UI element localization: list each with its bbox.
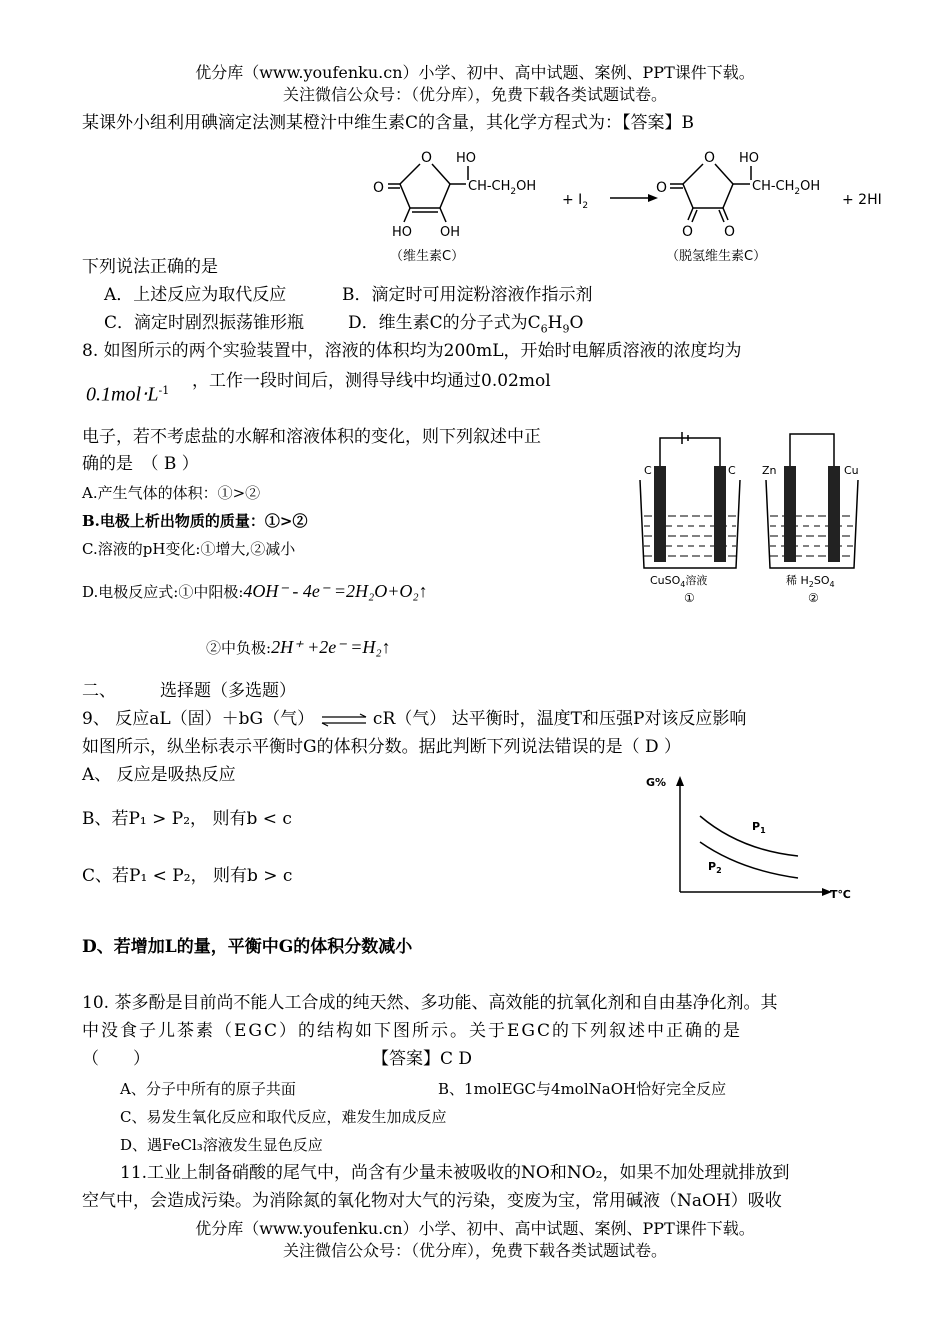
curve-p1-label: P: [752, 820, 761, 833]
q7-option-d-h: H: [547, 313, 563, 333]
q7-option-b: B．滴定时可用淀粉溶液作指示剂: [342, 285, 593, 305]
q7-option-d-prefix: D．维生素C的分子式为C: [348, 313, 541, 333]
vitamin-c-reaction-diagram: [370, 140, 900, 270]
q10-stem-line-2: 中没食子儿茶素（EGC）的结构如下图所示。关于EGC的下列叙述中正确的是: [82, 1021, 742, 1041]
right-solution-lines: [770, 516, 854, 556]
dvc-top-ho: HO: [739, 151, 760, 166]
q8-option-d-eq: 4OH⁻ - 4e⁻ =2H₂O+O₂↑: [243, 581, 428, 601]
left-solution-sub: 4: [680, 580, 686, 589]
electrolysis-apparatus-figure: [630, 420, 870, 612]
right-solution-sub1: 2: [808, 580, 814, 589]
vc-ring-o: O: [421, 150, 433, 166]
left-solution-word: 溶液: [685, 574, 708, 587]
left-electrode-1-label: C: [644, 464, 652, 477]
right-electrode-1-label: Zn: [762, 464, 777, 477]
q8-conc-sup: -1: [158, 384, 170, 397]
vc-side-chain-sub: 2: [510, 187, 517, 197]
curve-p1: [700, 816, 798, 856]
curve-p2-sub: 2: [716, 866, 722, 875]
q8-option-b: B.电极上析出物质的质量：①>②: [82, 512, 308, 530]
left-apparatus-label: ①: [684, 591, 695, 605]
graph-y-label: G%: [646, 776, 667, 789]
left-electrode-2-label: C: [728, 464, 736, 477]
dehydro-vitamin-c-caption: （脱氢维生素C）: [666, 249, 767, 264]
q8-conc-formula: 0.1mol⋅L: [86, 383, 159, 406]
svg-text:CH-CH2OH: [468, 179, 536, 197]
q7-option-d-sub6: 6: [540, 322, 548, 336]
q8-option-c: C.溶液的pH变化:①增大,②减小: [82, 540, 296, 558]
q8-option-d2-prefix: ②中负极:: [206, 639, 272, 657]
graph-x-label: T℃: [830, 888, 851, 901]
vc-side-oh: OH: [516, 179, 537, 194]
q10-stem-line-3a: （ ）: [82, 1049, 150, 1069]
q9-stem-line-1: [82, 708, 746, 730]
q8-option-d2: [206, 636, 391, 659]
q9-option-a: A、 反应是吸热反应: [82, 765, 236, 785]
dvc-side-chain: CH-CH: [752, 179, 795, 194]
footer-line-1: 优分库（www.youfenku.cn）小学、初中、高中试题、案例、PPT课件下载。: [195, 1219, 755, 1238]
dvc-carbonyl-o2: O: [682, 224, 694, 240]
section-2-title: 选择题（多选题）: [160, 681, 296, 701]
svg-text:+ I2: [562, 192, 588, 211]
q7-option-d-o: O: [569, 313, 584, 333]
i2-sub: 2: [582, 201, 589, 211]
q8-stem-line-1: 8. 如图所示的两个实验装置中，溶液的体积均为200mL，开始时电解质溶液的浓度均为: [82, 341, 742, 361]
q9-option-b: B、若P₁ > P₂， 则有b < c: [82, 809, 292, 829]
vc-oh: OH: [440, 225, 461, 240]
right-electrode-cu: [828, 466, 840, 562]
right-apparatus-label: ②: [808, 591, 819, 605]
header-line-2: 关注微信公众号：（优分库），免费下载各类试题试卷。: [282, 85, 667, 104]
plus-2hi: + 2HI: [842, 192, 882, 208]
q10-stem-line-3b: 【答案】C D: [372, 1049, 473, 1069]
right-solution-mid: SO: [813, 574, 830, 587]
footer-line-2: 关注微信公众号：（优分库），免费下载各类试题试卷。: [282, 1241, 667, 1260]
dvc-side-oh: OH: [800, 179, 821, 194]
dvc-carbonyl-o3: O: [724, 224, 736, 240]
svg-text:CH-CH2OH: [752, 179, 820, 197]
curve-p2-label: P: [708, 860, 717, 873]
q7-option-c: C．滴定时剧烈振荡锥形瓶: [104, 313, 305, 333]
q8-stem-line-4: 确的是 （ B ）: [82, 454, 199, 474]
svg-text:稀 H2SO4: [786, 573, 835, 589]
plus-i2: + I: [562, 192, 583, 208]
q9-stem-part-a: 9、 反应aL（固）＋bG（气）: [82, 709, 315, 729]
dehydro-vitamin-c-structure: [670, 164, 750, 222]
section-2-number: 二、: [82, 681, 116, 701]
right-electrode-zn: [784, 466, 796, 562]
left-solution-name: CuSO: [650, 574, 681, 587]
q8-option-d2-eq: 2H⁺ +2e⁻ =H₂↑: [271, 637, 391, 657]
header-line-1: 优分库（www.youfenku.cn）小学、初中、高中试题、案例、PPT课件下载。: [195, 63, 755, 82]
q7-option-d: [348, 312, 583, 340]
dvc-side-chain-sub: 2: [794, 187, 801, 197]
vc-top-ho: HO: [456, 151, 477, 166]
right-solution-sub2: 4: [829, 580, 835, 589]
q11-line-2: 空气中，会造成污染。为消除氮的氧化物对大气的污染，变废为宝，常用碱液（NaOH）吸收: [82, 1191, 782, 1211]
q9-option-c: C、若P₁ < P₂， 则有b > c: [82, 866, 293, 886]
q10-option-c: C、易发生氧化反应和取代反应，难发生加成反应: [120, 1108, 447, 1126]
vc-side-chain: CH-CH: [468, 179, 511, 194]
equilibrium-arrows-icon: [320, 713, 368, 727]
q10-stem-line-1: 10. 茶多酚是目前尚不能人工合成的纯天然、多功能、高效能的抗氧化剂和自由基净化剂。其: [82, 993, 778, 1013]
vitamin-c-structure: [388, 164, 466, 222]
q10-option-b: B、1molEGC与4molNaOH恰好完全反应: [438, 1080, 727, 1098]
dvc-ring-o: O: [704, 150, 716, 166]
dvc-carbonyl-o1: O: [656, 180, 668, 196]
vc-carbonyl-o: O: [373, 180, 385, 196]
vitamin-c-caption: （维生素C）: [390, 249, 465, 264]
q8-stem-line-3: 电子，若不考虑盐的水解和溶液体积的变化，则下列叙述中正: [82, 427, 541, 447]
q8-option-d: [82, 580, 428, 603]
q8-concentration: [86, 380, 169, 407]
q7-option-d-sub9: 9: [562, 322, 570, 336]
right-solution-name: 稀 H: [786, 574, 809, 587]
q10-option-a: A、分子中所有的原子共面: [120, 1080, 296, 1098]
q8-stem-line-2: ，工作一段时间后，测得导线中均通过0.02mol: [192, 371, 551, 391]
q7-prompt: 下列说法正确的是: [82, 257, 218, 277]
curve-p1-sub: 1: [760, 826, 766, 835]
left-electrode-1: [654, 466, 666, 562]
q9-stem-line-2: 如图所示，纵坐标表示平衡时G的体积分数。据此判断下列说法错误的是（ D ）: [82, 737, 682, 757]
q7-option-a: A．上述反应为取代反应: [104, 285, 287, 305]
q8-option-d-prefix: D.电极反应式:①中阳极:: [82, 583, 244, 601]
q8-option-a: A.产生气体的体积：①>②: [82, 484, 261, 502]
vc-ho: HO: [392, 225, 413, 240]
q9-stem-part-b: cR（气） 达平衡时，温度T和压强P对该反应影响: [372, 709, 747, 729]
g-vs-temperature-graph: [640, 770, 860, 906]
right-electrode-2-label: Cu: [844, 464, 859, 477]
left-electrode-2: [714, 466, 726, 562]
q9-option-d: D、若增加L的量，平衡中G的体积分数减小: [82, 937, 413, 957]
q7-stem: 某课外小组利用碘滴定法测某橙汁中维生素C的含量，其化学方程式为：【答案】B: [82, 113, 694, 133]
svg-text:P1: [752, 820, 766, 835]
svg-text:P2: [708, 860, 722, 875]
svg-text:CuSO4溶液: [650, 573, 707, 589]
q10-option-d: D、遇FeCl₃溶液发生显色反应: [120, 1136, 323, 1154]
q11-line-1: 11.工业上制备硝酸的尾气中，尚含有少量未被吸收的NO和NO₂，如果不加处理就排放到: [120, 1163, 790, 1183]
